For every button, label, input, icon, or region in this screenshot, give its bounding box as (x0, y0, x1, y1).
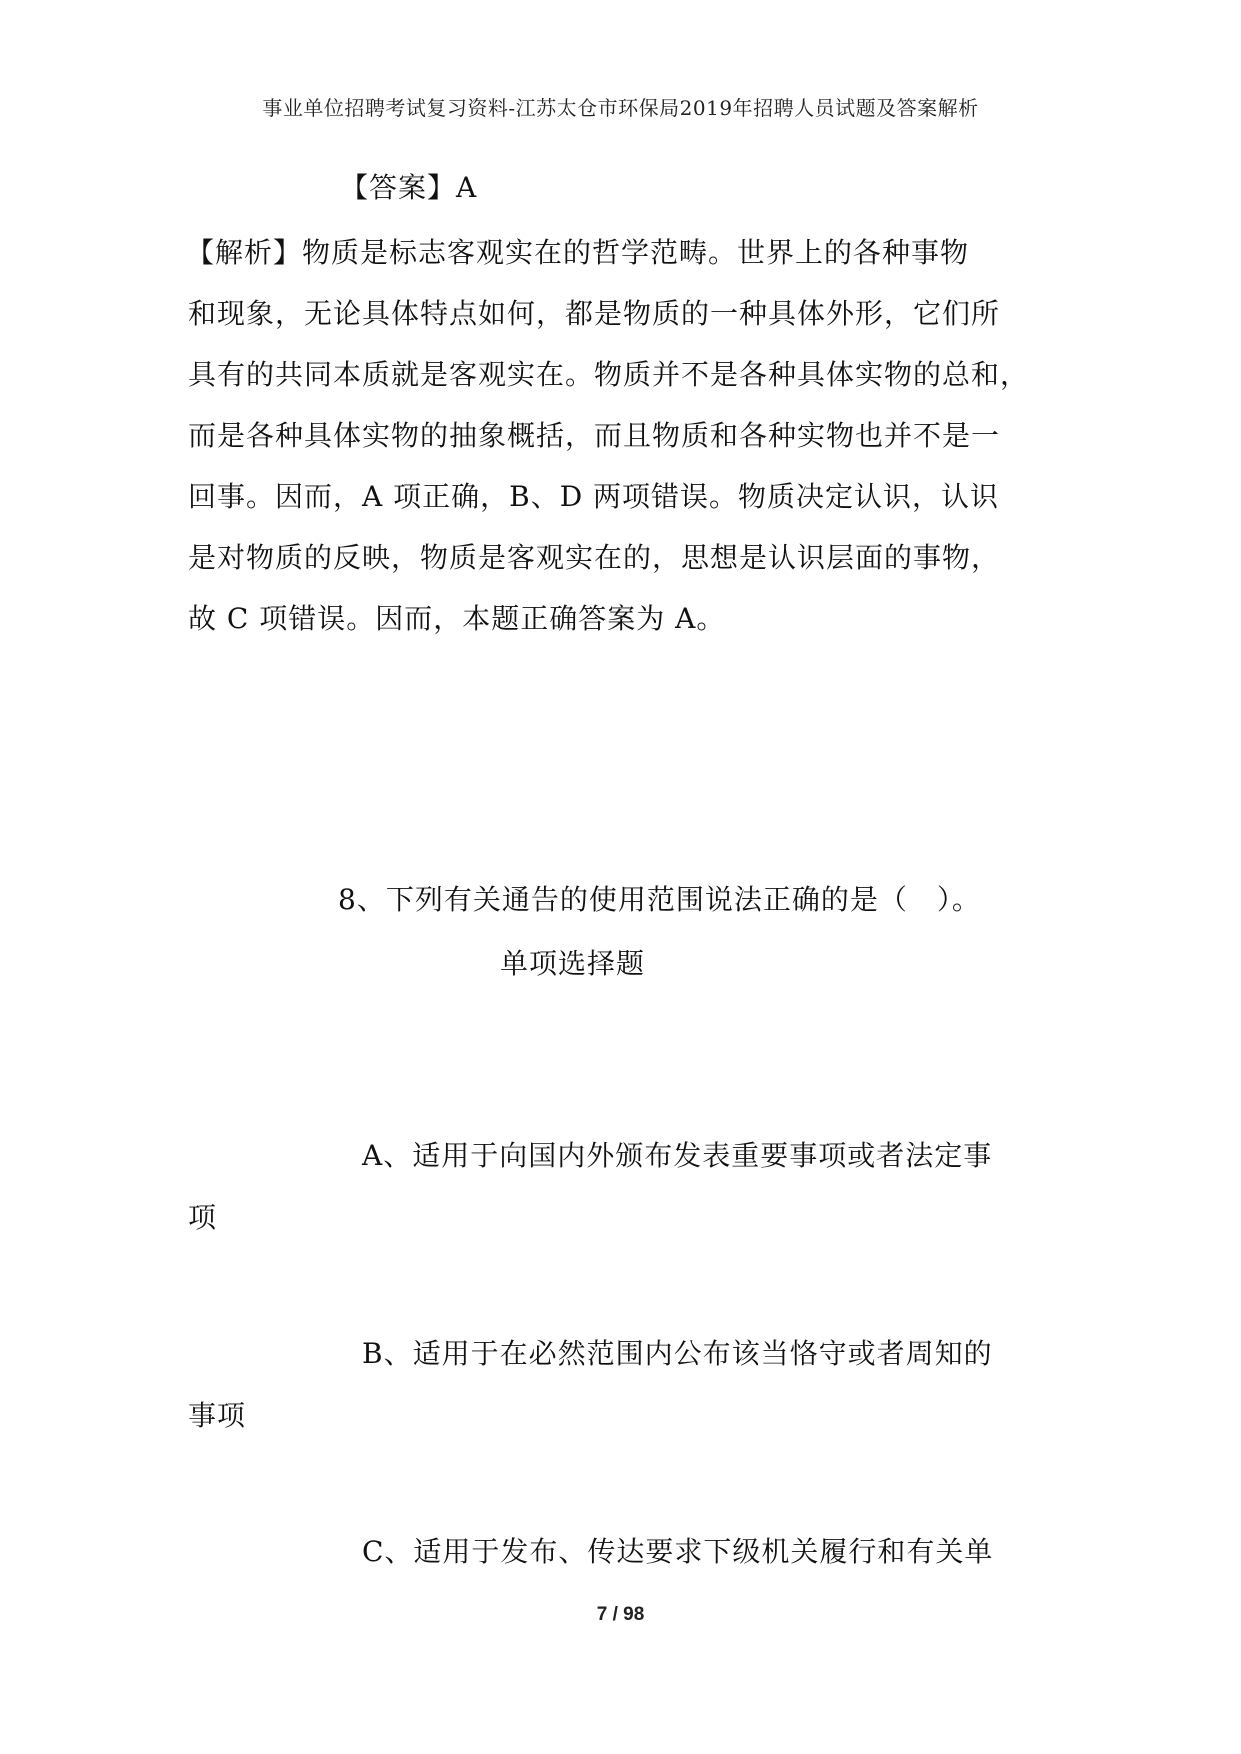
option-b: B、适用于在必然范围内公布该当恪守或者周知的 (362, 1337, 993, 1370)
analysis-line: 而是各种具体实物的抽象概括，而且物质和各种实物也并不是一 (188, 419, 1001, 452)
analysis-line: 和现象，无论具体特点如何，都是物质的一种具体外形，它们所 (188, 297, 1001, 330)
question-type: 单项选择题 (500, 947, 646, 980)
option-a-continuation: 项 (188, 1201, 218, 1234)
analysis-line: 是对物质的反映，物质是客观实在的，思想是认识层面的事物， (188, 541, 1001, 574)
page-header: 事业单位招聘考试复习资料-江苏太仓市环保局2019年招聘人员试题及答案解析 (262, 96, 979, 120)
question-text: 8、下列有关通告的使用范围说法正确的是（ ）。 (338, 883, 981, 916)
option-c: C、适用于发布、传达要求下级机关履行和有关单 (362, 1535, 994, 1568)
analysis-line: 具有的共同本质就是客观实在。物质并不是各种具体实物的总和， (188, 358, 1030, 391)
analysis-paragraph (188, 222, 1068, 649)
option-b-continuation: 事项 (188, 1399, 247, 1432)
page-number: 7 / 98 (596, 1604, 645, 1625)
analysis-line: 回事。因而，A 项正确，B、D 两项错误。物质决定认识，认识 (188, 480, 1000, 513)
analysis-line: 【解析】物质是标志客观实在的哲学范畴。世界上的各种事物 (186, 236, 970, 269)
option-a: A、适用于向国内外颁布发表重要事项或者法定事 (362, 1139, 993, 1172)
analysis-line: 故 C 项错误。因而，本题正确答案为 A。 (188, 602, 726, 635)
answer-line: 【答案】A (340, 171, 478, 204)
